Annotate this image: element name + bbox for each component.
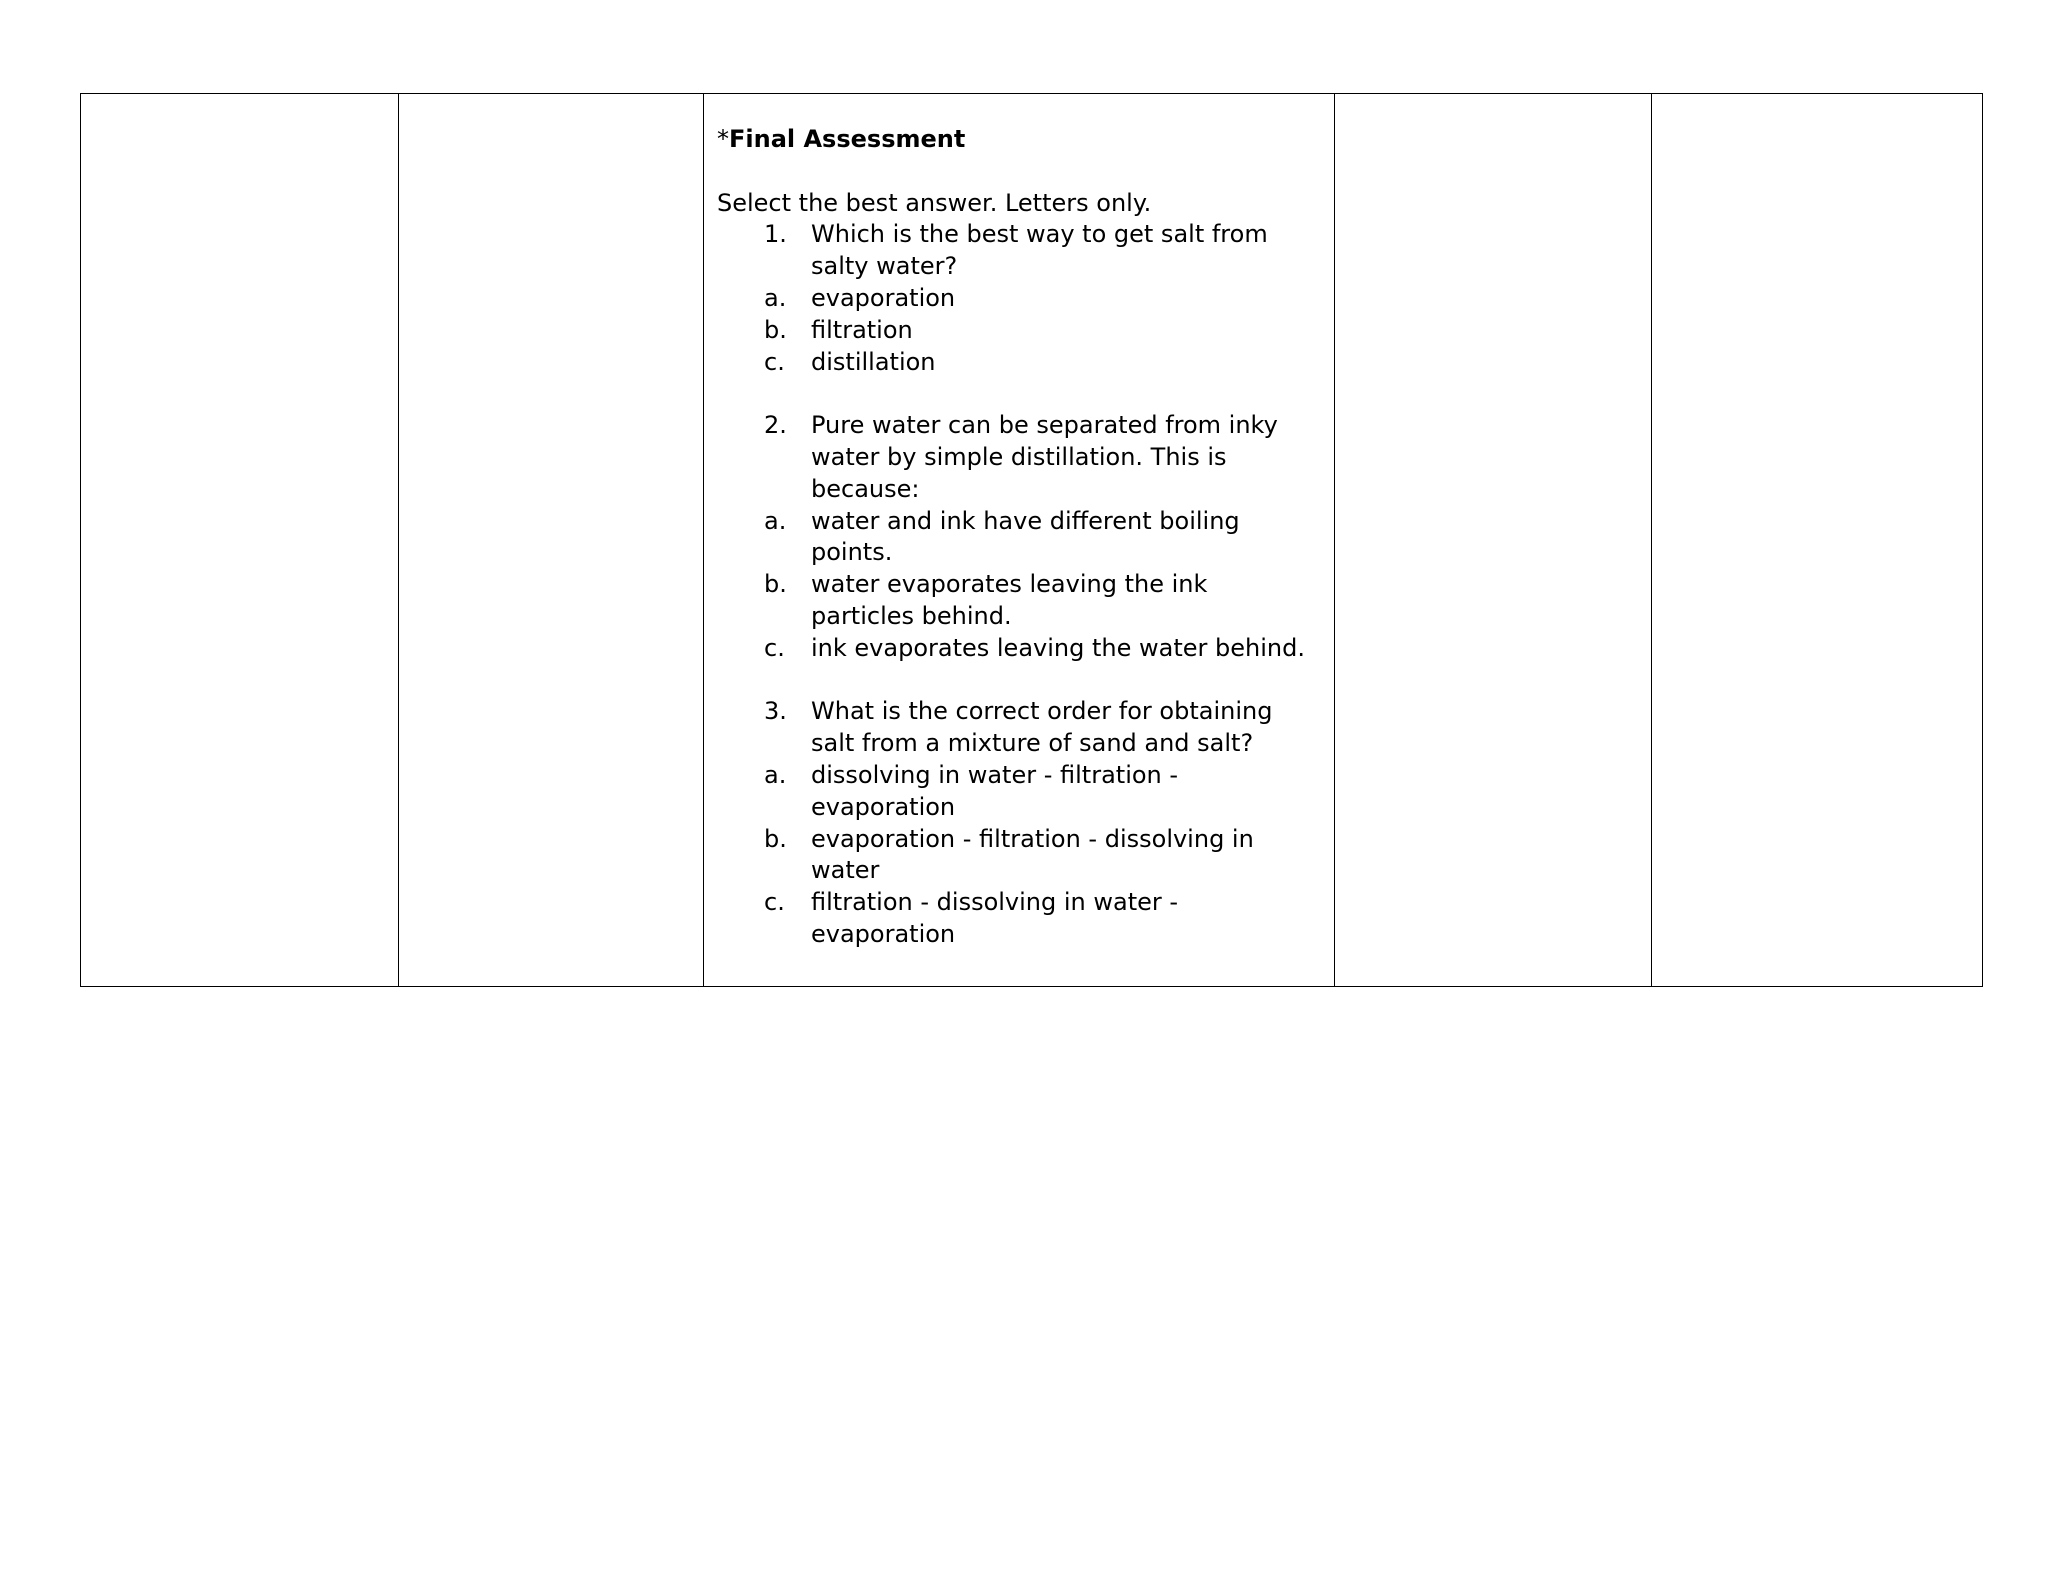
option-letter: b. — [764, 315, 787, 344]
spacer — [717, 156, 1324, 188]
question-3 — [717, 696, 1324, 760]
question-1 — [717, 219, 1324, 283]
option-item — [717, 569, 1324, 633]
heading-title: Final Assessment — [729, 125, 966, 153]
table-cell-col-4 — [1335, 94, 1652, 987]
question-number: 3. — [764, 697, 787, 726]
spacer — [717, 378, 1324, 410]
option-item — [717, 633, 1324, 665]
table-cell-col-5 — [1652, 94, 1983, 987]
option-item — [717, 887, 1324, 951]
question-text: What is the correct order for obtaining salt from a mixture of sand and salt? — [811, 697, 1273, 758]
lesson-plan-table — [80, 93, 1983, 987]
option-letter: c. — [764, 633, 785, 662]
option-text: water and ink have different boiling points. — [811, 506, 1240, 567]
option-text: water evaporates leaving the ink particles behind. — [811, 570, 1208, 630]
option-letter: a. — [764, 506, 787, 535]
question-number: 2. — [764, 411, 787, 440]
option-item — [717, 824, 1324, 888]
option-letter: c. — [764, 347, 785, 376]
question-number: 1. — [764, 220, 787, 249]
option-item — [717, 506, 1324, 570]
option-text: ink evaporates leaving the water behind. — [811, 633, 1305, 662]
option-text: filtration - dissolving in water - evaporation — [811, 888, 1179, 948]
option-letter: a. — [764, 283, 787, 312]
table-cell-assessment — [704, 94, 1335, 987]
table-row — [81, 94, 1983, 987]
assessment-heading — [717, 124, 1324, 156]
question-text: Which is the best way to get salt from salty water? — [811, 220, 1268, 281]
option-letter: c. — [764, 888, 785, 917]
option-item — [717, 347, 1324, 379]
spacer — [717, 665, 1324, 697]
option-item — [717, 315, 1324, 347]
option-text: dissolving in water - filtration - evaporation — [811, 760, 1179, 821]
option-text: evaporation — [811, 283, 956, 312]
assessment-instructions: Select the best answer. Letters only. — [717, 188, 1152, 217]
option-text: evaporation - filtration - dissolving in water — [811, 824, 1254, 885]
table-cell-col-2 — [399, 94, 704, 987]
option-letter: b. — [764, 570, 787, 599]
assessment-content — [704, 94, 1334, 951]
option-item — [717, 760, 1324, 824]
question-2 — [717, 410, 1324, 505]
option-letter: a. — [764, 760, 787, 789]
heading-prefix: * — [717, 125, 729, 153]
option-letter: b. — [764, 824, 787, 853]
option-text: distillation — [811, 347, 936, 376]
question-text: Pure water can be separated from inky water by simple distillation. This is because: — [811, 411, 1278, 503]
table-cell-col-1 — [81, 94, 399, 987]
option-item — [717, 283, 1324, 315]
option-text: filtration — [811, 315, 913, 344]
